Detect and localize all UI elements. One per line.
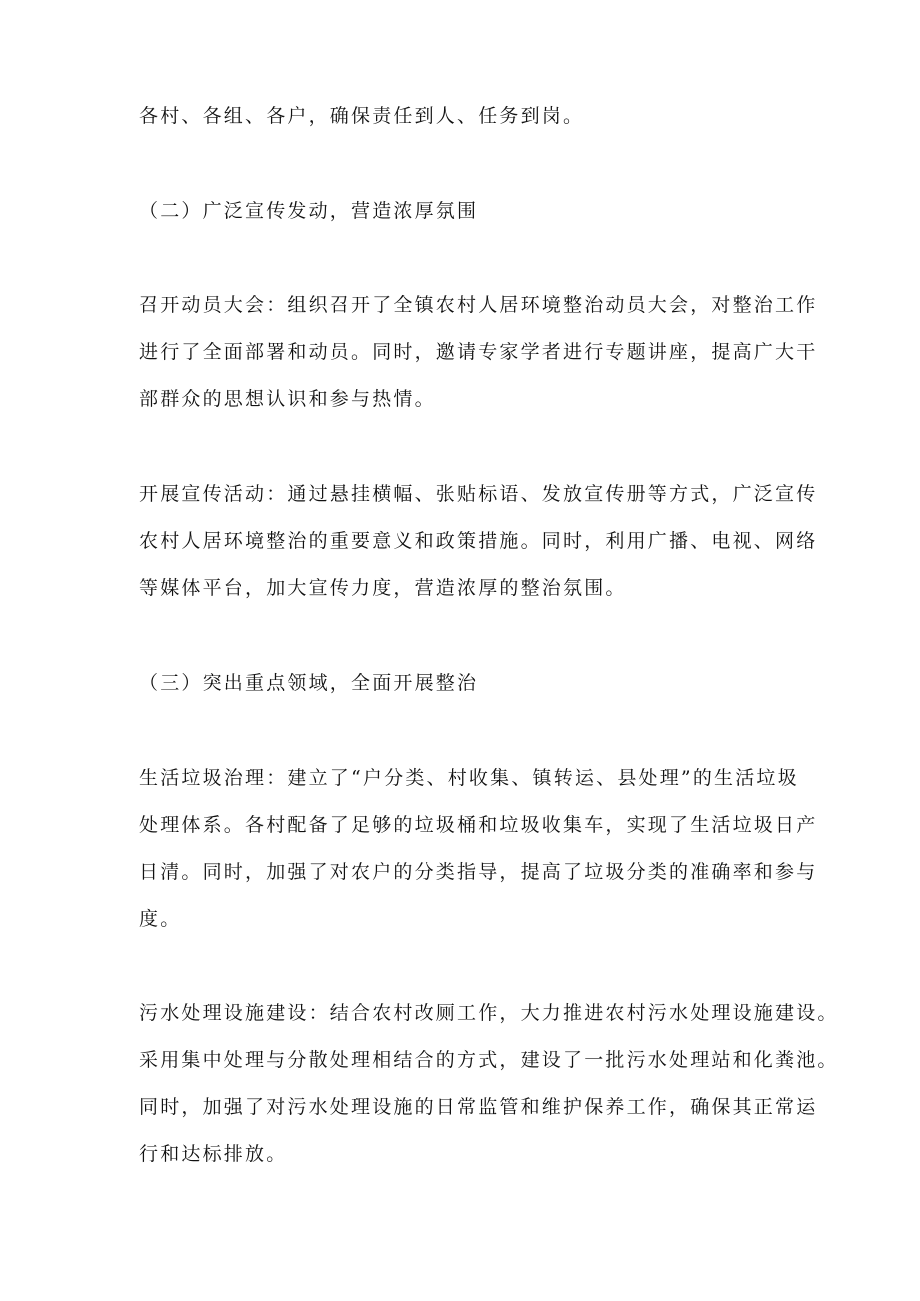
section-heading: （二）广泛宣传发动，营造浓厚氛围 (139, 200, 479, 222)
text-line: 进行了全面部署和动员。同时，邀请专家学者进行专题讲座，提高广大干 (139, 341, 818, 363)
text-line: 召开动员大会：组织召开了全镇农村人居环境整治动员大会，对整治工作 (139, 294, 818, 316)
text-line: 处理体系。各村配备了足够的垃圾桶和垃圾收集车，实现了生活垃圾日产 (139, 814, 818, 836)
text-line: 行和达标排放。 (139, 1143, 288, 1165)
text-line: 农村人居环境整治的重要意义和政策措施。同时，利用广播、电视、网络 (139, 530, 818, 552)
text-line: 同时，加强了对污水处理设施的日常监管和维护保养工作，确保其正常运 (139, 1096, 818, 1118)
text-line: 各村、各组、各户，确保责任到人、任务到岗。 (139, 105, 585, 127)
text-line: 度。 (139, 908, 182, 930)
text-line: 日清。同时，加强了对农户的分类指导，提高了垃圾分类的准确率和参与 (139, 861, 818, 883)
text-line: 开展宣传活动：通过悬挂横幅、张贴标语、发放宣传册等方式，广泛宣传 (139, 483, 818, 505)
text-line: 生活垃圾治理：建立了“户分类、村收集、镇转运、县处理”的生活垃圾 (139, 767, 799, 789)
section-heading: （三）突出重点领域，全面开展整治 (139, 672, 479, 694)
text-line: 采用集中处理与分散处理相结合的方式，建设了一批污水处理站和化粪池。 (139, 1049, 839, 1071)
text-line: 等媒体平台，加大宣传力度，营造浓厚的整治氛围。 (139, 577, 627, 599)
text-line: 部群众的思想认识和参与热情。 (139, 388, 436, 410)
text-line: 污水处理设施建设：结合农村改厕工作，大力推进农村污水处理设施建设。 (139, 1002, 839, 1024)
